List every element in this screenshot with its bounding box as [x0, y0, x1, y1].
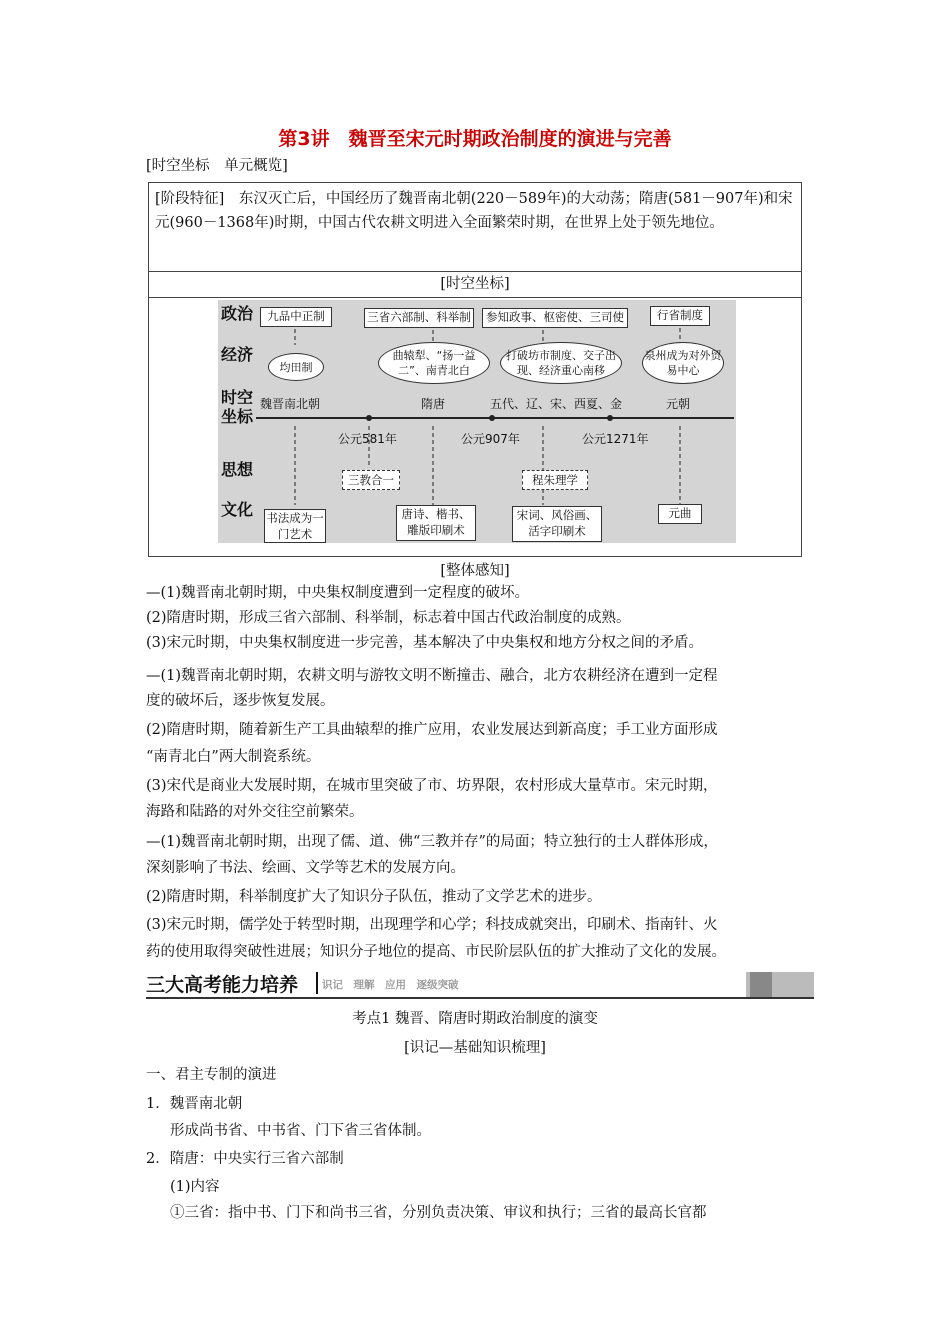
paragraph-line: (2)隋唐时期，形成三省六部制、科举制，标志着中国古代政治制度的成熟。	[146, 610, 631, 626]
paragraph-line: —(1)魏晋南北朝时期，出现了儒、道、佛“三教并存”的局面；特立独行的士人群体形成，	[146, 834, 718, 850]
page-title: 第3讲 魏晋至宋元时期政治制度的演进与完善	[278, 128, 672, 150]
paragraph-line: (2)隋唐时期，随着新生产工具曲辕犁的推广应用，农业发展达到新高度；手工业方面形成	[146, 722, 718, 738]
outline-item: 2．隋唐：中央实行三省六部制	[146, 1151, 344, 1167]
outline-item: (1)内容	[170, 1179, 220, 1195]
period-3: 五代、辽、宋、西夏、金	[490, 397, 623, 411]
paragraph-line: (3)宋代是商业大发展时期，在城市里突破了市、坊界限，农村形成大量草市。宋元时期，	[146, 778, 718, 794]
economy-oval-4: 泉州成为对外贸易中心	[642, 342, 724, 384]
section-title: 考点1 魏晋、隋唐时期政治制度的演变	[352, 1011, 598, 1027]
economy-oval-2: 曲辕犁、“扬一益二”、南青北白	[378, 342, 490, 384]
row-label-politics: 政治	[220, 304, 253, 323]
coord-header: [时空坐标]	[149, 271, 801, 298]
year-1271: 公元1271年	[582, 432, 649, 446]
culture-box-1: 书法成为一门艺术	[264, 509, 326, 543]
paragraph-line: 度的破坏后，逐步恢复发展。	[146, 693, 335, 709]
overview-header: [整体感知]	[440, 563, 510, 579]
banner-title: 三大高考能力培养	[146, 974, 299, 996]
row-label-coordinates: 时空坐标	[220, 388, 253, 426]
ability-banner	[146, 970, 814, 998]
timeline-diagram	[218, 300, 736, 543]
paragraph-line: (3)宋元时期，中央集权制度进一步完善，基本解决了中央集权和地方分权之间的矛盾。	[146, 635, 704, 651]
politics-box-2: 三省六部制、科举制	[364, 308, 474, 328]
paragraph-line: (2)隋唐时期，科举制度扩大了知识分子队伍，推动了文学艺术的进步。	[146, 889, 602, 905]
culture-box-3: 宋词、风俗画、活字印刷术	[512, 506, 602, 542]
paragraph-line: 深刻影响了书法、绘画、文学等艺术的发展方向。	[146, 860, 465, 876]
economy-oval-1: 均田制	[268, 353, 324, 381]
paragraph-line: “南青北白”两大制瓷系统。	[146, 749, 321, 765]
thought-box-1: 三教合一	[342, 470, 400, 490]
paragraph-line: —(1)魏晋南北朝时期，农耕文明与游牧文明不断撞击、融合，北方农耕经济在遭到一定程	[146, 668, 718, 684]
paragraph-line: (3)宋元时期，儒学处于转型时期，出现理学和心学；科技成就突出，印刷术、指南针、火	[146, 917, 718, 933]
row-label-culture: 文化	[220, 500, 253, 519]
section-tag: [时空坐标 单元概览]	[146, 158, 288, 174]
row-label-thought: 思想	[220, 460, 253, 479]
paragraph-line: 海路和陆路的对外交往空前繁荣。	[146, 804, 364, 820]
politics-box-4: 行省制度	[650, 306, 710, 326]
outline-item: 形成尚书省、中书省、门下省三省体制。	[170, 1123, 431, 1139]
banner-subtitle: 识记 理解 应用 逐级突破	[322, 979, 459, 991]
politics-box-3: 参知政事、枢密使、三司使	[482, 308, 628, 328]
period-1: 魏晋南北朝	[260, 397, 321, 411]
culture-box-4: 元曲	[658, 504, 702, 524]
economy-oval-3: 打破坊市制度、交子出现、经济重心南移	[500, 342, 622, 384]
outline-heading: 一、君主专制的演进	[146, 1067, 277, 1083]
year-907: 公元907年	[461, 432, 520, 446]
paragraph-line: 药的使用取得突破性进展；知识分子地位的提高、市民阶层队伍的扩大推动了文化的发展。	[146, 944, 726, 960]
section-subtitle: [识记—基础知识梳理]	[404, 1040, 546, 1056]
period-4: 元朝	[666, 397, 691, 411]
period-2: 隋唐	[421, 397, 446, 411]
stage-features: [阶段特征] 东汉灭亡后，中国经历了魏晋南北朝(220－589年)的大动荡；隋唐(581－907年)和宋元(960－1368年)时期，中国古代农耕文明进入全面繁荣时期，在世界上处于领先地位。	[155, 191, 793, 231]
culture-box-2: 唐诗、楷书、雕版印刷术	[396, 505, 476, 541]
outline-item: 1．魏晋南北朝	[146, 1096, 243, 1112]
year-581: 公元581年	[338, 432, 397, 446]
politics-box-1: 九品中正制	[260, 307, 332, 327]
thought-box-2: 程朱理学	[522, 470, 588, 490]
row-label-economy: 经济	[220, 345, 253, 364]
outline-item: ①三省：指中书、门下和尚书三省，分别负责决策、审议和执行；三省的最高长官都	[170, 1205, 707, 1221]
paragraph-line: —(1)魏晋南北朝时期，中央集权制度遭到一定程度的破坏。	[146, 585, 530, 601]
